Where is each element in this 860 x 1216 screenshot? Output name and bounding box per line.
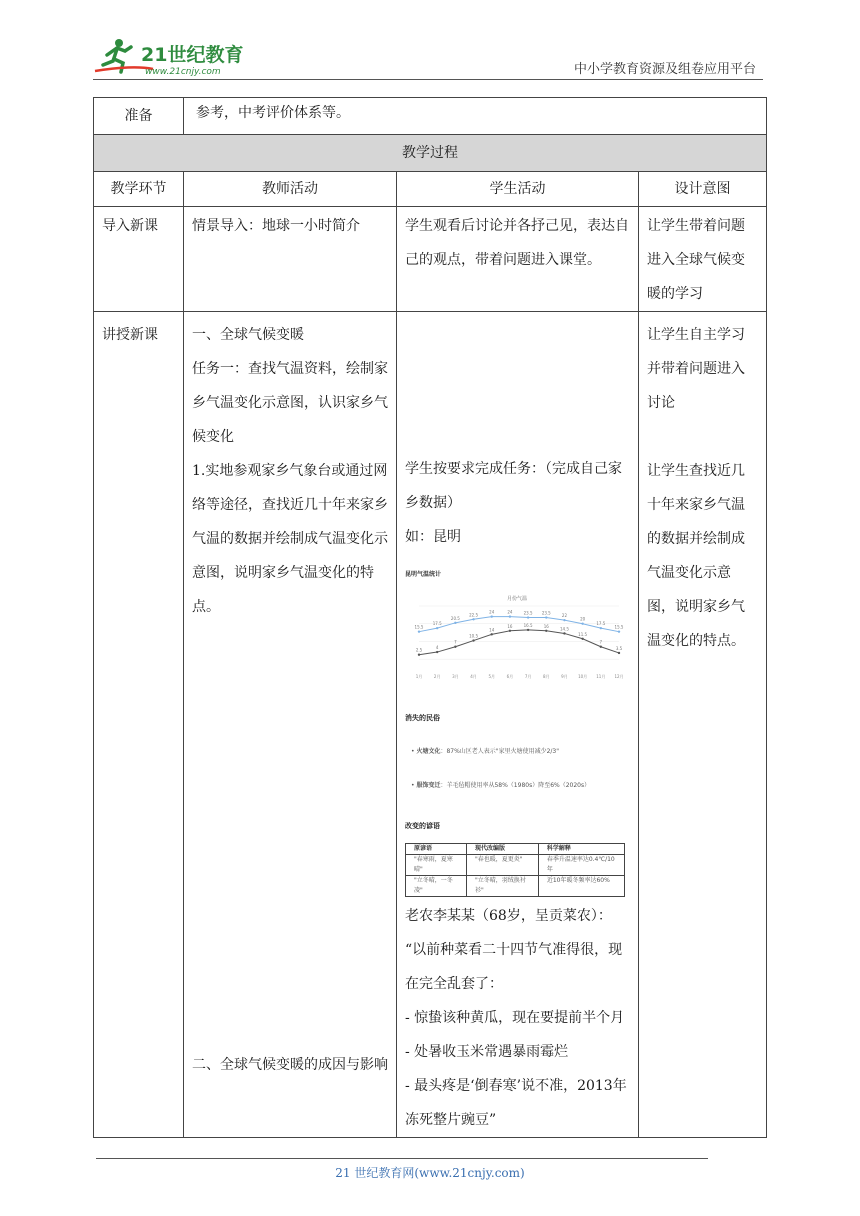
col-header-teacher: 教师活动	[184, 172, 397, 207]
data-point	[563, 632, 565, 634]
x-tick-label: 3月	[452, 674, 459, 679]
data-point	[509, 615, 511, 617]
farmer-quote-line: - 处暑收玉米常遇暴雨霉烂	[405, 1044, 569, 1060]
student-example: 如：昆明	[405, 529, 461, 545]
proverb-header: 科学解释	[538, 844, 624, 855]
x-tick-label: 8月	[542, 674, 550, 679]
proverb-section-title: 改变的谚语	[405, 822, 440, 830]
teacher-heading: 一、全球气候变暖	[192, 327, 304, 343]
proverb-header: 原谚语	[406, 844, 467, 855]
x-tick-label: 5月	[488, 674, 496, 679]
data-point	[418, 630, 420, 632]
proverb-cell: "春也暖，夏更炎"	[467, 855, 539, 876]
logo-wordmark: 21世纪教育	[141, 44, 244, 66]
data-label: 10.5	[469, 633, 478, 639]
folk-item-label: 服饰变迁	[416, 782, 441, 789]
data-point	[527, 629, 529, 631]
x-tick-label: 4月	[470, 674, 477, 679]
teacher-heading-2: 二、全球气候变暖的成因与影响	[192, 1057, 388, 1073]
data-point	[618, 630, 620, 632]
folk-item-label: 火塘文化	[416, 748, 441, 755]
teacher-task: 任务一：查找气温资料，绘制家乡气温变化示意图，认识家乡气候变化	[192, 361, 388, 445]
section-title: 教学过程	[94, 135, 767, 172]
x-tick-label: 7月	[524, 674, 532, 679]
col-header-stage: 教学环节	[94, 172, 184, 207]
data-point	[436, 627, 438, 629]
section-title-row	[94, 135, 767, 172]
data-label: 4	[435, 645, 439, 651]
logo-url: www.21cnjy.com	[145, 67, 221, 77]
series-line	[419, 617, 619, 632]
folk-item-text: ：87%山区老人表示"家里火塘使用减少2/3"	[440, 748, 559, 755]
teacher-cell: 情景导入：地球一小时简介	[184, 207, 397, 312]
intent-cell: 让学生带着问题进入全球气候变暖的学习	[639, 207, 767, 312]
data-point	[618, 652, 620, 654]
data-label: 7	[599, 639, 603, 645]
footer-divider	[96, 1158, 708, 1159]
data-point	[454, 646, 456, 648]
data-point	[600, 646, 602, 648]
col-header-intent: 设计意图	[639, 172, 767, 207]
data-point	[527, 616, 529, 618]
x-tick-label: 2月	[433, 674, 441, 679]
x-tick-label: 10月	[578, 674, 588, 679]
data-point	[436, 651, 438, 653]
data-label: 16	[543, 623, 549, 629]
data-point	[545, 630, 547, 632]
prep-label: 准备	[94, 98, 184, 135]
stage-cell: 讲授新课	[94, 312, 184, 1138]
prep-content: 参考，中考评价体系等。	[184, 98, 767, 135]
data-point	[563, 619, 565, 621]
proverb-cell: "春寒雨，夏寒晴"	[406, 855, 467, 876]
data-label: 17.5	[432, 621, 442, 627]
teacher-cell	[184, 312, 397, 1138]
data-label: 3.5	[615, 645, 623, 651]
data-label: 15.5	[614, 624, 624, 630]
data-label: 16.5	[523, 622, 533, 628]
header-divider	[93, 79, 763, 80]
column-header-row	[94, 172, 767, 207]
data-point	[472, 618, 474, 620]
data-label: 23.5	[541, 610, 551, 616]
data-label: 2.5	[415, 647, 423, 653]
data-label: 14.5	[560, 626, 569, 632]
farmer-quote-intro: 老农李某某（68岁，呈贡菜农）：	[405, 908, 612, 924]
proverb-cell: 春季升温速率达0.4℃/10年	[538, 855, 624, 876]
data-point	[581, 638, 583, 640]
proverb-cell: "立冬晴，羽绒换衬衫"	[467, 876, 539, 897]
site-logo[interactable]	[93, 35, 293, 77]
data-point	[491, 615, 493, 617]
student-task: 学生按要求完成任务：（完成自己家乡数据）	[405, 461, 622, 511]
chart-subtitle: 月份气温	[506, 596, 528, 602]
proverb-table	[405, 843, 625, 897]
prep-row	[94, 98, 767, 135]
data-label: 16	[507, 623, 513, 629]
proverb-header: 现代改编版	[467, 844, 539, 855]
col-header-student: 学生活动	[397, 172, 639, 207]
footer-link[interactable]: 21 世纪教育网(www.21cnjy.com)	[335, 1166, 525, 1180]
data-point	[418, 654, 420, 656]
data-point	[581, 623, 583, 625]
folk-item: • 火塘文化：87%山区老人表示"家里火塘使用减少2/3"	[411, 748, 559, 755]
data-point	[491, 633, 493, 635]
farmer-quote-line: - 最头疼是‘倒春寒’说不准，2013年冻死整片豌豆”	[405, 1078, 627, 1128]
temperature-line-chart	[405, 592, 629, 682]
data-point	[600, 627, 602, 629]
series-line	[419, 630, 619, 655]
teacher-step: 1.实地参观家乡气象台或通过网络等途径，查找近几十年来家乡气温的数据并绘制成气温变化示意图，说明家乡气温变化的特点。	[192, 463, 388, 615]
x-tick-label: 11月	[596, 674, 606, 679]
data-label: 20.5	[450, 615, 460, 621]
data-label: 24	[489, 609, 495, 615]
x-tick-label: 1月	[415, 674, 423, 679]
farmer-quote-line: - 惊蛰该种黄瓜，现在要提前半个月	[405, 1010, 625, 1026]
platform-title: 中小学教育资源及组卷应用平台	[573, 62, 756, 77]
intent-text: 让学生查找近几十年来家乡气温的数据并绘制成气温变化示意图，说明家乡气温变化的特点。	[647, 463, 745, 649]
intent-cell	[639, 312, 767, 1138]
data-point	[509, 630, 511, 632]
data-label: 24	[507, 609, 513, 615]
folk-item-text: ：羊毛毡帽使用率从58%（1980s）降至6%（2020s）	[440, 782, 591, 789]
embedded-screenshot	[405, 558, 629, 897]
data-label: 22.5	[469, 612, 478, 618]
student-cell	[397, 312, 639, 1138]
data-label: 17.5	[596, 621, 606, 627]
x-tick-label: 6月	[506, 674, 514, 679]
data-point	[454, 622, 456, 624]
folk-item: • 服饰变迁：羊毛毡帽使用率从58%（1980s）降至6%（2020s）	[411, 782, 591, 789]
proverb-cell: 近10年暖冬频率达60%	[538, 876, 624, 897]
table-row-new-lesson	[94, 312, 767, 1138]
data-label: 14	[489, 627, 495, 633]
lesson-table	[93, 97, 767, 1138]
data-label: 22	[561, 613, 568, 619]
stage-cell: 导入新课	[94, 207, 184, 312]
chart-title: 昆明气温统计	[405, 571, 442, 578]
data-point	[545, 616, 547, 618]
folk-section-title: 消失的民俗	[405, 714, 440, 722]
x-tick-label: 9月	[561, 674, 568, 679]
data-label: 7	[454, 639, 457, 645]
data-point	[472, 639, 474, 641]
table-row-intro	[94, 207, 767, 312]
student-cell: 学生观看后讨论并各抒己见，表达自己的观点，带着问题进入课堂。	[397, 207, 639, 312]
data-label: 11.5	[578, 631, 588, 637]
data-label: 23.5	[523, 610, 533, 616]
data-label: 15.5	[414, 624, 424, 630]
proverb-cell: "立冬晴，一冬凌"	[406, 876, 467, 897]
farmer-quote-line: “以前种菜看二十四节气准得很，现在完全乱套了：	[405, 942, 623, 992]
x-tick-label: 12月	[614, 674, 624, 679]
intent-text: 让学生自主学习并带着问题进入讨论	[647, 327, 745, 411]
data-label: 20	[580, 616, 586, 622]
